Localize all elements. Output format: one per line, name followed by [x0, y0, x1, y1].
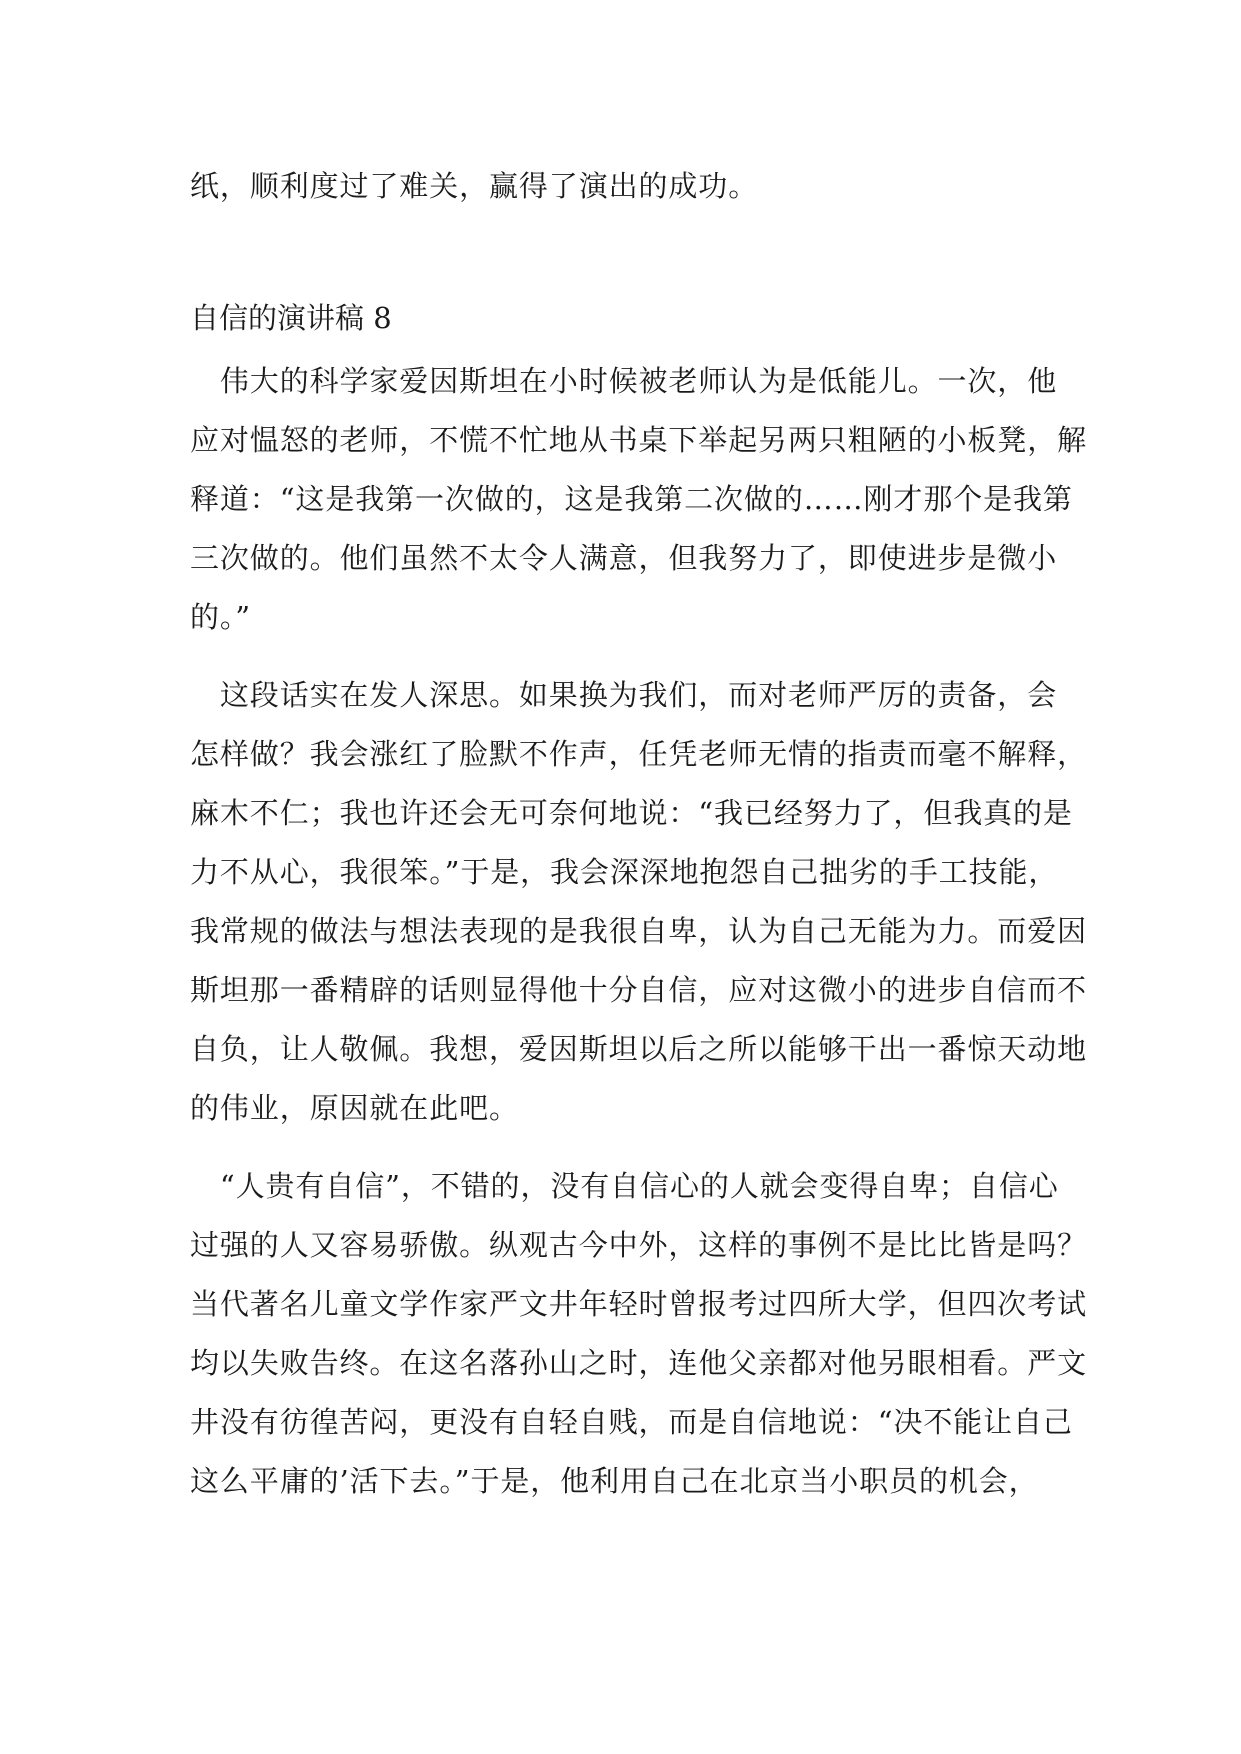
text-line: 释道：“这是我第一次做的，这是我第二次做的……刚才那个是我第: [190, 482, 1073, 516]
text-line: 麻木不仁；我也许还会无可奈何地说：“我已经努力了，但我真的是: [190, 796, 1073, 830]
text-line: 力不从心，我很笨。”于是，我会深深地抱怨自己拙劣的手工技能，: [190, 855, 1059, 889]
carryover-line: 纸，顺利度过了难关，赢得了演出的成功。: [190, 169, 759, 203]
text-line: 井没有彷徨苦闷，更没有自轻自贱，而是自信地说：“决不能让自己: [190, 1405, 1073, 1439]
section-heading: 自信的演讲稿 8: [190, 301, 392, 335]
text-line: 斯坦那一番精辟的话则显得他十分自信，应对这微小的进步自信而不: [190, 973, 1088, 1007]
text-line: 这么平庸的’活下去。”于是，他利用自己在北京当小职员的机会，: [190, 1464, 1039, 1498]
text-line: 过强的人又容易骄傲。纵观古今中外，这样的事例不是比比皆是吗？: [190, 1228, 1088, 1262]
text-line: “人贵有自信”，不错的，没有自信心的人就会变得自卑；自信心: [190, 1169, 1059, 1203]
text-line: 当代著名儿童文学作家严文井年轻时曾报考过四所大学，但四次考试: [190, 1287, 1088, 1321]
text-line: 这段话实在发人深思。如果换为我们，而对老师严厉的责备，会: [190, 678, 1058, 712]
text-line: 伟大的科学家爱因斯坦在小时候被老师认为是低能儿。一次，他: [190, 364, 1058, 398]
text-line: 的。”: [190, 600, 252, 634]
text-line: 自负，让人敬佩。我想，爱因斯坦以后之所以能够干出一番惊天动地: [190, 1032, 1088, 1066]
text-line: 我常规的做法与想法表现的是我很自卑，认为自己无能为力。而爱因: [190, 914, 1088, 948]
text-line: 怎样做？我会涨红了脸默不作声，任凭老师无情的指责而毫不解释，: [190, 737, 1088, 771]
text-line: 应对愠怒的老师，不慌不忙地从书桌下举起另两只粗陋的小板凳，解: [190, 423, 1088, 457]
text-line: 均以失败告终。在这名落孙山之时，连他父亲都对他另眼相看。严文: [190, 1346, 1088, 1380]
text-line: 的伟业，原因就在此吧。: [190, 1091, 519, 1125]
text-line: 三次做的。他们虽然不太令人满意，但我努力了，即使进步是微小: [190, 541, 1058, 575]
